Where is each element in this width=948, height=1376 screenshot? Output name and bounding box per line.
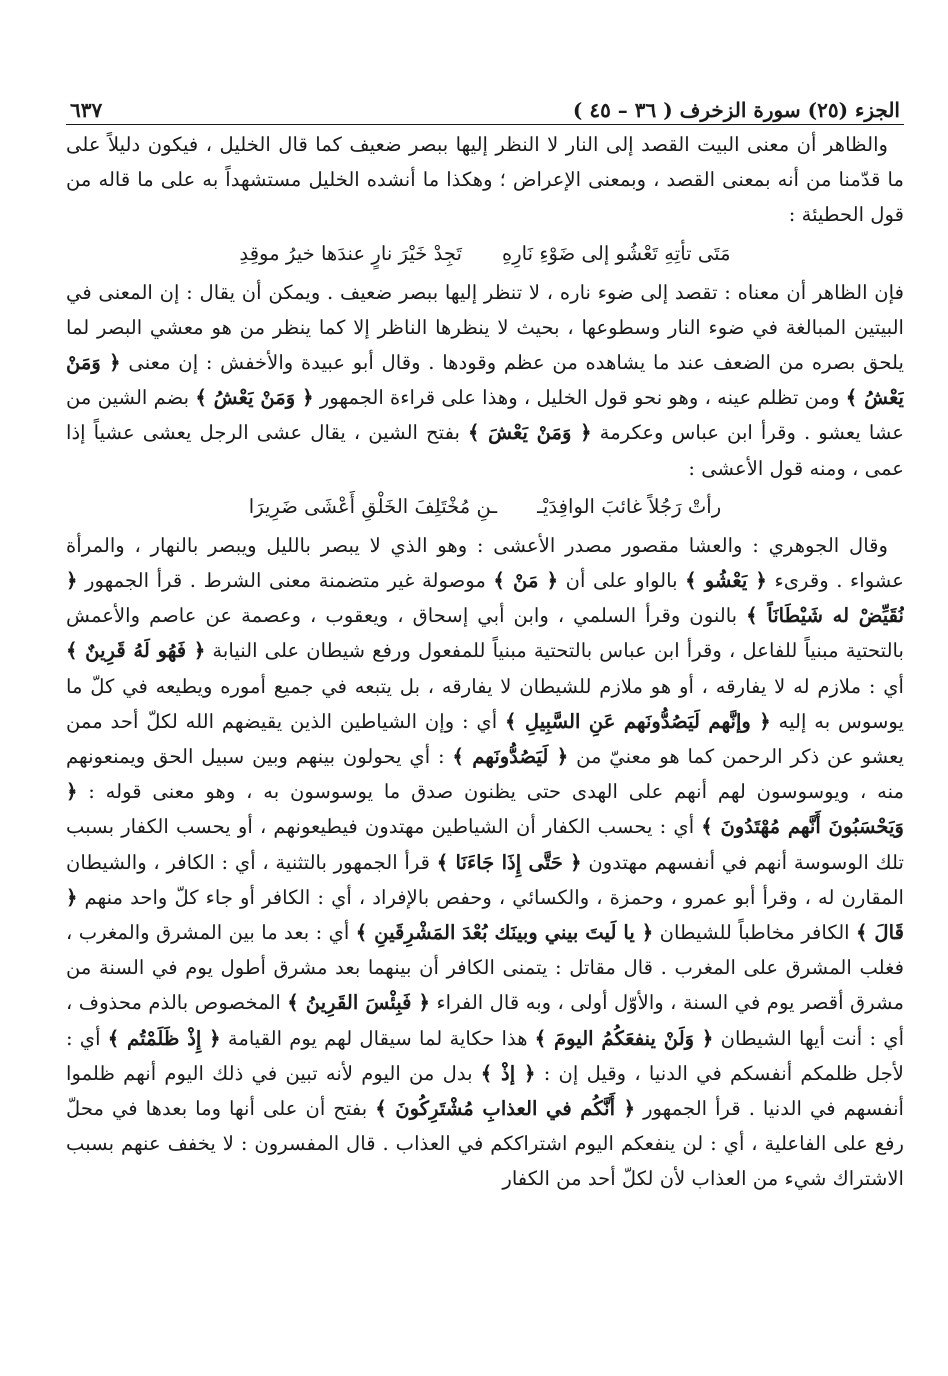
page-number: ٦٣٧ — [70, 98, 103, 122]
text-segment: أي : لأجل ظلمكم أنفسكم في الدنيا ، وقيل إن : — [66, 1026, 904, 1085]
text-segment: فإن الظاهر أن معناه : تقصد إلى ضوء ناره ، لا تنظر إليها ببصر ضعيف . ويمكن أن يقال : إن المعنى في البيتين المبالغة في ضوء النار وسطوعها ، بحيث لا ينظرها الناظر إلا كما ينظر من هو معشي البصر لما يلحق بصره من الضعف عند ما يشاهده من عظم وقودها . وقال أبو عبيدة والأخفش : إن معنى — [66, 280, 904, 375]
text-segment: أي : وإن الشياطين الذين يقيضهم الله لكلّ أحد ممن يعشو عن ذكر الرحمن — [66, 709, 904, 769]
text-segment: بدل من اليوم لأنه تبين في ذلك اليوم أنهم ظلموا أنفسهم في الدنيا . قرأ الجمهور — [66, 1061, 904, 1121]
poem-verse-hutay-a — [66, 235, 904, 273]
text-segment: موصولة غير متضمنة معنى الشرط . قرأ الجمهور — [77, 569, 494, 593]
text-segment: بالنون وقرأ السلمي ، وابن أبي إسحاق ، ويعقوب ، وعصمة عن عاصم والأعمش بالتحتية مبنياً للفاعل ، وقرأ ابن عباس بالتحتية مبنياً للمفعول ورفع شيطان على النيابة — [66, 604, 904, 663]
quran-quote: ﴿ وَمَنْ يَعْشُ ﴾ — [195, 386, 314, 410]
paragraph-intro: والظاهر أن معنى البيت القصد إلى النار لا النظر إليها ببصر ضعيف كما قال الخليل ، فيكون دليلاً على ما قدّمنا من أنه بمعنى القصد ، وبمعنى الإعراض ؛ وهكذا ما أنشده الخليل مستشهداً به على ما قاله من قول الحطيئة : — [66, 133, 904, 227]
text-segment: أي : ملازم له لا يفارقه ، أو هو ملازم للشيطان لا يفارقه ، بل يتبعه في جميع أموره ويطيعه في كلّ ما يوسوس به إليه — [66, 674, 904, 733]
quran-quote: ﴿ وَمَنْ يَعْشَ ﴾ — [468, 421, 592, 445]
text-segment: بفتح أن على أنها وما بعدها في محلّ رفع على الفاعلية ، أي : لن ينفعكم اليوم اشتراككم في العذاب . قال المفسرون : لا يخفف عنهم بسبب الاشتراك شيء من العذاب لأن لكلّ أحد من الكفار — [66, 1097, 904, 1191]
text-segment: قرأ الجمهور بالتثنية ، أي : الكافر ، والشيطان المقارن له ، وقرأ أبو عمرو ، وحمزة ، والكسائي ، وحفص بالإفراد ، أي : الكافر أو جاء كلّ واحد منهم — [66, 850, 904, 909]
verse-second-hemistich: ـنِ مُخْتَلِفَ الخَلْقِ أَعْشَى ضَرِيرَا — [248, 494, 498, 518]
verse-first-hemistich: مَتَى تأتِهِ تَعْشُو إلى ضَوْءِ نَارِهِ — [501, 241, 731, 265]
text-segment: : أي يحولون بينهم وبين سبيل الحق ويمنعونهم منه ، ويوسوسون لهم أنهم على الهدى حتى يظنون صدق ما يوسوسون به ، وهو معنى قوله : — [66, 745, 904, 804]
quran-quote: ﴿ وإنَّهم لَيَصُدُّونَهم عَنِ السَّبِيلِ ﴾ — [505, 709, 771, 733]
text-segment: أي : بعد ما بين المشرق والمغرب ، فغلب المشرق على المغرب . قال مقاتل : يتمنى الكافر أن بينهما بعد مشرق أطول يوم في السنة من مشرق أقصر يوم في السنة ، والأوّل أولى ، وبه قال الفراء — [66, 921, 904, 1015]
quran-quote: ﴿ لَيَصُدُّونَهم ﴾ — [452, 745, 569, 769]
quran-quote: ﴿ وَلَنْ ينفعَكُمُ اليومَ ﴾ — [534, 1026, 714, 1050]
text-segment: بضم الشين من عشا يعشو . وقرأ ابن عباس وعكرمة — [66, 386, 904, 445]
text-segment: ومن تظلم عينه ، وهو نحو قول الخليل ، وهذا على قراءة الجمهور — [313, 386, 846, 410]
poem-verse-aasha — [66, 488, 904, 526]
quran-quote: ﴿ مَنْ ﴾ — [493, 569, 559, 593]
quran-quote: ﴿ يَعْشُو ﴾ — [685, 569, 767, 593]
quran-quote: ﴿ وَيَحْسَبُونَ أَنَّهم مُهْتَدُونَ ﴾ — [66, 780, 904, 839]
quran-quote: ﴿ أَنَّكُم في العذابِ مُشْتَرِكُونَ ﴾ — [375, 1097, 636, 1121]
text-segment: هذا حكاية لما سيقال لهم يوم القيامة — [220, 1026, 535, 1050]
text-segment: الكافر مخاطباً للشيطان — [653, 921, 856, 945]
quran-quote: ﴿ نُقَيِّضْ له شَيْطَانَاً ﴾ — [66, 569, 904, 628]
running-title: الجزء (٢٥) سورة الزخرف ( ٣٦ – ٤٥ ) — [572, 98, 900, 122]
text-segment: المخصوص بالذم محذوف ، أي : أنت أيها الشيطان — [66, 991, 904, 1050]
page-header — [66, 88, 904, 125]
text-segment: بفتح الشين ، يقال عشى الرجل يعشى عشياً إذا عمى ، ومنه قول الأعشى : — [66, 421, 904, 480]
quran-quote: ﴿ إذْ ﴾ — [480, 1061, 536, 1085]
quran-quote: ﴿ حَتَّى إِذَا جَاءَنَا ﴾ — [436, 850, 582, 874]
quran-quote: ﴿ وَمَنْ يَعْشُ ﴾ — [66, 351, 904, 410]
page-body — [66, 127, 904, 1197]
quran-quote: ﴿ فَهُو لَهُ قَرِينٌ ﴾ — [66, 639, 206, 663]
text-segment: أي : يحسب الكفار أن الشياطين مهتدون فيطيعونهم ، أو يحسب الكفار بسبب تلك الوسوسة أنهم في أنفسهم مهتدون — [66, 815, 904, 874]
verse-second-hemistich: تَجِدْ خَيْرَ نارٍ عندَها خيرُ موقِدِ — [239, 241, 462, 265]
verse-first-hemistich: رأتْ رَجُلاً غائبَ الوافِدَيْـ — [537, 494, 722, 518]
text-segment: وقال الجوهري : والعشا مقصور مصدر الأعشى : وهو الذي لا يبصر بالليل ويبصر بالنهار ، والمرأة عشواء . وقرىء — [66, 533, 904, 593]
quran-quote: ﴿ يا لَيتَ بيني وبينَك بُعْدَ المَشْرِقَينِ ﴾ — [355, 921, 654, 945]
quran-quote: ﴿ فَبِئْسَ القَرِينُ ﴾ — [287, 991, 431, 1015]
quran-quote: ﴿ إِذْ ظَلَمْتُم ﴾ — [107, 1026, 221, 1050]
paragraph-commentary-2 — [66, 528, 904, 1197]
paragraph-commentary-1 — [66, 275, 904, 486]
text-segment: كما هو معنيّ من — [568, 745, 715, 769]
text-segment: بالواو على أن — [558, 569, 686, 593]
book-page — [66, 88, 904, 1358]
quran-quote: ﴿ قَالَ ﴾ — [66, 885, 904, 945]
